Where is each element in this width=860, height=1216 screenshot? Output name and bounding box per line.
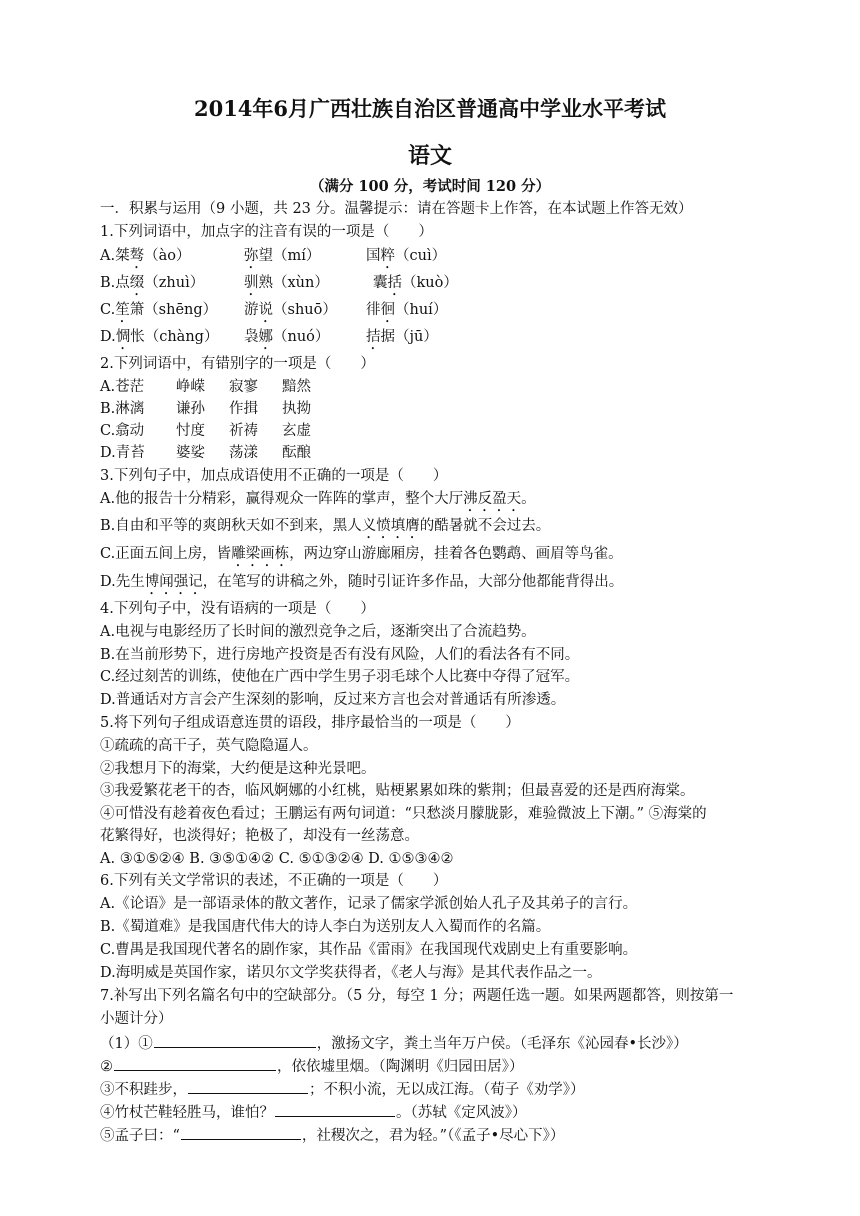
q6-option-b: B.《蜀道难》是我国唐代伟大的诗人李白为送别友人入蜀而作的名篇。 [100,919,551,935]
q6-option-a: A.《论语》是一部语录体的散文著作，记录了儒家学派创始人孔子及其弟子的言行。 [100,896,638,912]
q2-option-c-word-4: 玄虚 [282,423,311,439]
question-7-stem-line-2: 小题计分） [100,1011,173,1027]
q2-option-d-word-2: 婆娑 [176,445,205,461]
q3-option-a: A.他的报告十分精彩，赢得观众一阵阵的掌声，整个大厅沸反盈天。 [100,491,536,507]
q5-sentence-4: ④可惜没有趁着夜色看过；王鹏运有两句词道：“只愁淡月朦胧影，难验微波上下潮。” ⑤海棠的 [100,806,707,822]
q5-sentence-2: ②我想月下的海棠，大约便是这种光景吧。 [100,761,376,777]
q2-option-a-word-4: 黯然 [282,379,311,395]
q5-sentence-1: ①疏疏的高干子，英气隐隐逼人。 [100,738,318,754]
q6-option-c: C.曹禺是我国现代著名的剧作家，其作品《雷雨》在我国现代戏剧史上有重要影响。 [100,942,638,958]
answer-blank[interactable] [154,1032,316,1048]
answer-blank[interactable] [188,1078,308,1094]
q1-option-b-item-1: B.点缀（zhuì） [100,275,205,291]
q1-option-b-item-3: 囊括（kuò） [373,275,458,291]
q1-option-a-item-3: 国粹（cuì） [366,248,447,264]
q2-option-d-word-1: D.青苔 [100,445,145,461]
q1-option-d-item-2: 袅娜（nuó） [244,329,330,345]
q4-option-b: B.在当前形势下，进行房地产投资是否有没有风险，人们的看法各有不同。 [100,647,580,663]
q4-option-d: D.普通话对方言会产生深刻的影响，反过来方言也会对普通话有所渗透。 [100,692,566,708]
question-6-stem: 6.下列有关文学常识的表述，不正确的一项是（ ） [100,873,448,889]
q1-option-a-item-1: A.桀骜（ào） [100,248,191,264]
q2-option-d-word-3: 荡漾 [229,445,258,461]
q6-option-d: D.海明威是英国作家，诺贝尔文学奖获得者，《老人与海》是其代表作品之一。 [100,965,602,981]
q3-option-b: B.自由和平等的爽朗秋天如不到来，黑人义愤填膺的酷暑就不会过去。 [100,518,551,534]
q5-answer-options: A. ③①⑤②④ B. ③⑤①④② C. ⑤①③②④ D. ①⑤③④② [100,851,454,867]
question-1-stem: 1.下列词语中，加点字的注音有误的一项是（ ） [100,224,433,240]
question-4-stem: 4.下列句子中，没有语病的一项是（ ） [100,601,375,617]
q5-sentence-5: 花繁得好，也淡得好；艳极了，却没有一丝荡意。 [100,828,419,844]
q7-fill-item-2: ② ，依依墟里烟。（陶渊明《归园田居》） [100,1055,524,1077]
question-3-stem: 3.下列句子中，加点成语使用不正确的一项是（ ） [100,468,448,484]
question-7-stem-line-1: 7.补写出下列名篇名句中的空缺部分。（5 分，每空 1 分；两题任选一题。如果两题都答，则按第一 [100,988,734,1004]
q5-sentence-3: ③我爱繁花老干的杏，临风婀娜的小红桃，贴梗累累如珠的紫荆；但最喜爱的还是西府海棠。 [100,783,695,799]
q1-option-c-item-3: 徘徊（huí） [366,302,448,318]
question-5-stem: 5.将下列句子组成语意连贯的语段，排序最恰当的一项是（ ） [100,715,520,731]
q2-option-a-word-3: 寂寥 [229,379,258,395]
q4-option-a: A.电视与电影经历了长时间的激烈竞争之后，逐渐突出了合流趋势。 [100,624,536,640]
score-time-note: （满分 100 分，考试时间 120 分） [309,178,551,195]
q4-option-c: C.经过刻苦的训练，使他在广西中学生男子羽毛球个人比赛中夺得了冠军。 [100,669,580,685]
section-heading: 一．积累与运用（9 小题，共 23 分。温馨提示：请在答题卡上作答，在本试题上作答无效） [100,201,693,217]
q2-option-a-word-2: 峥嵘 [176,379,205,395]
q1-option-d-item-3: 拮据（jū） [366,329,438,345]
q3-option-d: D.先生博闻强记，在笔写的讲稿之外，随时引证许多作品，大部分他都能背得出。 [100,574,624,590]
q3-option-c: C.正面五间上房，皆雕梁画栋，两边穿山游廊厢房，挂着各色鹦鹉、画眉等鸟雀。 [100,546,623,562]
q2-option-c-word-3: 祈祷 [229,423,258,439]
q2-option-a-word-1: A.苍茫 [100,379,145,395]
q1-option-c-item-2: 游说（shuō） [244,302,337,318]
q1-option-d-item-1: D.惆怅（chàng） [100,329,219,345]
q1-option-b-item-2: 驯熟（xùn） [244,275,329,291]
q2-option-d-word-4: 酝酿 [282,445,311,461]
exam-title: 2014年6月广西壮族自治区普通高中学业水平考试 [193,96,667,121]
q2-option-b-word-2: 谦孙 [176,401,205,417]
answer-blank[interactable] [275,1101,395,1117]
q2-option-b-word-4: 执拗 [282,401,311,417]
q1-option-a-item-2: 弥望（mí） [244,248,321,264]
question-2-stem: 2.下列词语中，有错别字的一项是（ ） [100,356,375,372]
q2-option-c-word-2: 忖度 [176,423,205,439]
q7-fill-item-1: （1）① ，激扬文字，粪土当年万户侯。（毛泽东《沁园春•长沙》） [100,1032,688,1054]
q7-fill-item-4: ④竹杖芒鞋轻胜马，谁怕？ 。（苏轼《定风波》） [100,1101,527,1123]
subject-title: 语文 [407,143,452,169]
q7-fill-item-3: ③不积跬步， ；不积小流，无以成江海。（荀子《劝学》） [100,1078,585,1100]
q7-fill-item-5: ⑤孟子曰：“ ，社稷次之，君为轻。”（《孟子•尽心下》） [100,1124,564,1146]
q2-option-b-word-3: 作揖 [229,401,258,417]
answer-blank[interactable] [181,1124,301,1140]
answer-blank[interactable] [114,1055,276,1071]
q2-option-b-word-1: B.淋漓 [100,401,145,417]
q1-option-c-item-1: C.笙箫（shēng） [100,302,218,318]
q2-option-c-word-1: C.翕动 [100,423,145,439]
